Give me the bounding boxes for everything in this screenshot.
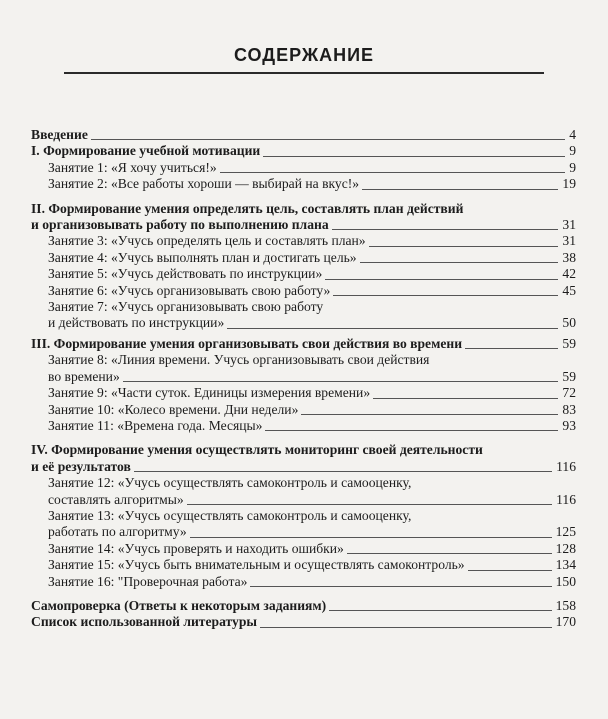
page-title: СОДЕРЖАНИЕ: [233, 45, 375, 65]
toc-page-number: 38: [562, 249, 576, 265]
leader-line: [250, 586, 551, 587]
toc-section-1[interactable]: [31, 143, 576, 159]
toc-page-number: 4: [569, 127, 576, 142]
toc-page-number: 93: [562, 417, 576, 433]
toc-page-number: 19: [562, 176, 576, 192]
toc-page-number: 170: [555, 614, 576, 630]
toc-lesson-3[interactable]: [31, 233, 576, 249]
toc-page-number: 83: [562, 401, 576, 417]
leader-line: [263, 156, 565, 157]
toc-section-3[interactable]: [31, 336, 576, 352]
leader-line: [91, 139, 565, 140]
toc-page-number: 116: [556, 491, 576, 507]
leader-line: [362, 189, 558, 190]
toc-lesson-8[interactable]: [31, 352, 576, 385]
toc-entry-label: Занятие 14: «Учусь проверять и находить ошибки»: [48, 540, 344, 556]
toc-lesson-10[interactable]: [31, 402, 576, 418]
leader-line: [369, 246, 559, 247]
toc-section-4[interactable]: [31, 442, 576, 475]
toc-entry-label-line2: работать по алгоритму»: [48, 524, 187, 540]
toc-page-number: 72: [562, 385, 576, 401]
toc-entry-label: Занятие 4: «Учусь выполнять план и достигать цель»: [48, 249, 357, 265]
leader-line: [333, 295, 558, 296]
leader-line: [332, 229, 559, 230]
toc-entry-intro[interactable]: [31, 127, 576, 143]
toc-entry-label: Занятие 15: «Учусь быть внимательным и осуществлять самоконтроль»: [48, 557, 465, 573]
toc-page-number: 125: [555, 524, 576, 540]
title-rule: [64, 72, 544, 74]
toc-page-number: 50: [562, 315, 576, 331]
toc-entry-label-line1: Занятие 7: «Учусь организовывать свою работу: [48, 299, 324, 315]
table-of-contents: [31, 127, 576, 631]
toc-entry-label: Введение: [31, 127, 88, 142]
leader-line: [265, 430, 558, 431]
toc-entry-label: Занятие 11: «Времена года. Месяцы»: [48, 417, 263, 433]
toc-entry-label: Занятие 16: "Проверочная работа»: [48, 573, 248, 589]
toc-entry-label: Занятие 3: «Учусь определять цель и составлять план»: [48, 233, 366, 249]
toc-page-number: 45: [562, 282, 576, 298]
toc-entry-selfcheck[interactable]: [31, 598, 576, 614]
toc-lesson-16[interactable]: [31, 574, 576, 590]
toc-entry-label: Занятие 10: «Колесо времени. Дни недели»: [48, 401, 299, 417]
toc-lesson-1[interactable]: [31, 160, 576, 176]
leader-line: [260, 627, 552, 628]
toc-entry-label: Самопроверка (Ответы к некоторым заданиям): [31, 597, 327, 613]
toc-lesson-9[interactable]: [31, 385, 576, 401]
toc-page-number: 59: [562, 368, 576, 384]
toc-entry-label: Занятие 9: «Части суток. Единицы измерения времени»: [48, 385, 371, 401]
leader-line: [347, 553, 552, 554]
toc-entry-label-line2: и её результатов: [31, 458, 131, 474]
toc-lesson-15[interactable]: [31, 557, 576, 573]
leader-line: [329, 610, 551, 611]
toc-page-number: 9: [569, 159, 576, 175]
toc-page-number: 31: [562, 233, 576, 249]
leader-line: [465, 348, 558, 349]
toc-entry-label-line2: составлять алгоритмы»: [48, 491, 184, 507]
toc-lesson-12[interactable]: [31, 475, 576, 508]
toc-lesson-2[interactable]: [31, 176, 576, 192]
toc-lesson-5[interactable]: [31, 266, 576, 282]
toc-entry-label: Занятие 5: «Учусь действовать по инструкции»: [48, 266, 323, 282]
toc-entry-label: Занятие 2: «Все работы хороши — выбирай на вкус!»: [48, 176, 360, 192]
toc-entry-label-line2: во времени»: [48, 368, 120, 384]
toc-page-number: 9: [569, 143, 576, 159]
toc-page-number: 31: [562, 217, 576, 233]
leader-line: [123, 381, 559, 382]
toc-lesson-14[interactable]: [31, 541, 576, 557]
toc-entry-label: Список использованной литературы: [31, 614, 257, 630]
leader-line: [373, 398, 558, 399]
leader-line: [360, 262, 559, 263]
leader-line: [468, 570, 552, 571]
toc-lesson-6[interactable]: [31, 283, 576, 299]
toc-entry-label-line1: IV. Формирование умения осуществлять мониторинг своей деятельности: [31, 442, 483, 458]
toc-entry-label-line1: Занятие 13: «Учусь осуществлять самоконтроль и самооценку,: [48, 507, 412, 523]
toc-lesson-4[interactable]: [31, 250, 576, 266]
toc-entry-label-line1: Занятие 8: «Линия времени. Учусь организовывать свои действия: [48, 352, 430, 368]
toc-page-number: 116: [556, 458, 576, 474]
toc-page-number: 134: [555, 557, 576, 573]
toc-entry-label: Занятие 1: «Я хочу учиться!»: [48, 159, 217, 175]
toc-entry-label-line1: II. Формирование умения определять цель, составлять план действий: [31, 200, 464, 216]
toc-page-number: 59: [562, 335, 576, 351]
toc-entry-label: Занятие 6: «Учусь организовывать свою работу»: [48, 282, 331, 298]
leader-line: [220, 172, 566, 173]
leader-line: [227, 328, 558, 329]
leader-line: [325, 279, 558, 280]
toc-lesson-7[interactable]: [31, 299, 576, 332]
toc-entry-label-line2: и действовать по инструкции»: [48, 315, 225, 331]
toc-page-number: 158: [555, 597, 576, 613]
toc-entry-label-line2: и организовывать работу по выполнению плана: [31, 217, 329, 233]
leader-line: [190, 537, 552, 538]
leader-line: [187, 504, 552, 505]
toc-lesson-13[interactable]: [31, 508, 576, 541]
toc-page-number: 150: [555, 573, 576, 589]
toc-section-2[interactable]: [31, 201, 576, 234]
toc-entry-references[interactable]: [31, 614, 576, 630]
toc-entry-label: I. Формирование учебной мотивации: [31, 143, 261, 159]
toc-lesson-11[interactable]: [31, 418, 576, 434]
leader-line: [301, 414, 558, 415]
toc-entry-label-line1: Занятие 12: «Учусь осуществлять самоконтроль и самооценку,: [48, 475, 412, 491]
toc-page-number: 42: [562, 266, 576, 282]
toc-entry-label: III. Формирование умения организовывать свои действия во времени: [31, 335, 463, 351]
toc-page-number: 128: [555, 540, 576, 556]
leader-line: [134, 471, 552, 472]
